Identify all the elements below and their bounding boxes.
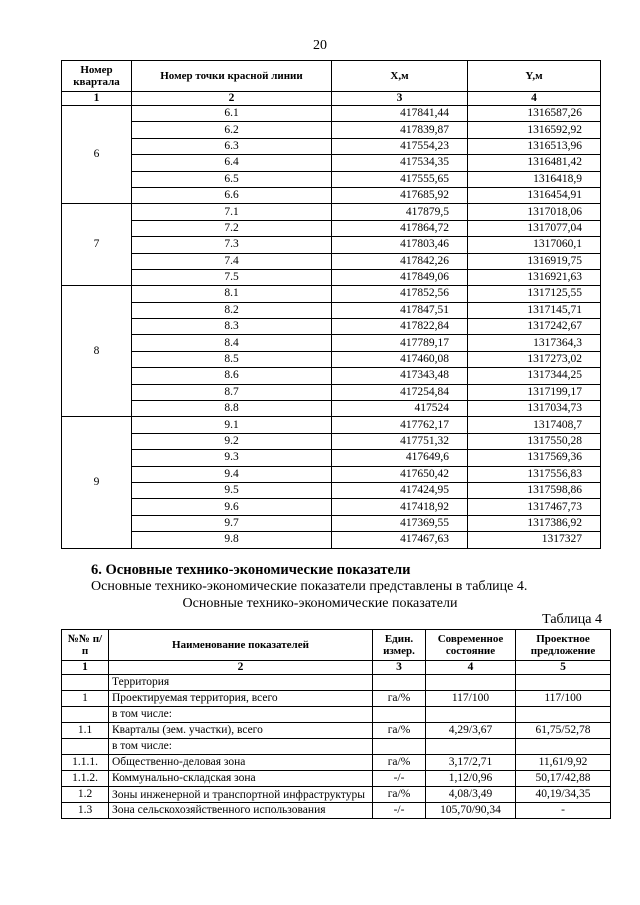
y-cell: 1317034,73: [468, 401, 601, 417]
point-cell: 7.4: [132, 253, 332, 269]
y-cell: 1316919,75: [468, 253, 601, 269]
current-cell: 4,29/3,67: [426, 723, 516, 739]
section-heading: 6. Основные технико-экономические показатели: [91, 562, 411, 578]
table-row: [62, 691, 611, 707]
table-row: [62, 803, 611, 819]
point-cell: 9.3: [132, 450, 332, 466]
quarter-cell: 7: [62, 204, 132, 286]
point-cell: 8.2: [132, 302, 332, 318]
table-row: [62, 302, 601, 318]
unit-cell: -/-: [373, 803, 426, 819]
name-cell: Кварталы (зем. участки), всего: [109, 723, 373, 739]
x-cell: 417460,08: [332, 351, 468, 367]
indicators-table: [61, 629, 611, 819]
point-cell: 6.5: [132, 171, 332, 187]
index-row: [62, 92, 601, 106]
quarter-cell: 9: [62, 417, 132, 548]
index-cell: 4: [468, 92, 601, 106]
unit-cell: га/%: [373, 723, 426, 739]
table-row: [62, 253, 601, 269]
project-cell: [516, 707, 611, 723]
current-cell: 4,08/3,49: [426, 787, 516, 803]
num-cell: [62, 707, 109, 723]
x-cell: 417524: [332, 401, 468, 417]
point-cell: 6.3: [132, 138, 332, 154]
point-cell: 6.2: [132, 122, 332, 138]
y-cell: 1317199,17: [468, 384, 601, 400]
table-row: [62, 286, 601, 302]
x-cell: 417254,84: [332, 384, 468, 400]
name-cell: Территория: [109, 675, 373, 691]
table-row: [62, 755, 611, 771]
table-row: [62, 351, 601, 367]
project-cell: 61,75/52,78: [516, 723, 611, 739]
point-cell: 6.4: [132, 155, 332, 171]
point-cell: 8.6: [132, 368, 332, 384]
table-row: [62, 707, 611, 723]
y-cell: 1317077,04: [468, 220, 601, 236]
x-cell: 417369,55: [332, 515, 468, 531]
y-cell: 1317125,55: [468, 286, 601, 302]
x-cell: 417849,06: [332, 269, 468, 285]
table-row: [62, 155, 601, 171]
y-cell: 1317550,28: [468, 433, 601, 449]
quarter-cell: 6: [62, 106, 132, 204]
index-cell: 2: [109, 661, 373, 675]
current-cell: 117/100: [426, 691, 516, 707]
unit-cell: га/%: [373, 691, 426, 707]
point-cell: 6.6: [132, 187, 332, 203]
table-row: [62, 739, 611, 755]
x-cell: 417842,26: [332, 253, 468, 269]
table-row: [62, 532, 601, 548]
red-line-coordinates-table: [61, 60, 601, 549]
num-cell: [62, 675, 109, 691]
index-cell: 1: [62, 661, 109, 675]
x-cell: 417852,56: [332, 286, 468, 302]
table-row: [62, 335, 601, 351]
point-cell: 8.3: [132, 319, 332, 335]
x-cell: 417418,92: [332, 499, 468, 515]
point-cell: 9.5: [132, 482, 332, 498]
unit-cell: га/%: [373, 755, 426, 771]
table-row: [62, 204, 601, 220]
name-cell: Проектируемая территория, всего: [109, 691, 373, 707]
num-cell: 1.1.2.: [62, 771, 109, 787]
x-cell: 417751,32: [332, 433, 468, 449]
header-name: Наименование показателей: [109, 630, 373, 661]
table-row: [62, 237, 601, 253]
x-cell: 417554,23: [332, 138, 468, 154]
table-row: [62, 466, 601, 482]
unit-cell: га/%: [373, 787, 426, 803]
num-cell: [62, 739, 109, 755]
y-cell: 1317273,02: [468, 351, 601, 367]
table-row: [62, 450, 601, 466]
current-cell: [426, 707, 516, 723]
index-cell: 2: [132, 92, 332, 106]
point-cell: 9.7: [132, 515, 332, 531]
project-cell: 40,19/34,35: [516, 787, 611, 803]
name-cell: в том числе:: [109, 739, 373, 755]
name-cell: Общественно-деловая зона: [109, 755, 373, 771]
point-cell: 7.1: [132, 204, 332, 220]
current-cell: 1,12/0,96: [426, 771, 516, 787]
y-cell: 1317242,67: [468, 319, 601, 335]
index-cell: 5: [516, 661, 611, 675]
project-cell: [516, 675, 611, 691]
table-row: [62, 787, 611, 803]
project-cell: 11,61/9,92: [516, 755, 611, 771]
y-cell: 1317060,1: [468, 237, 601, 253]
table-row: [62, 515, 601, 531]
table-title: Основные технико-экономические показатели: [182, 596, 458, 611]
unit-cell: [373, 707, 426, 723]
table-row: [62, 723, 611, 739]
point-cell: 6.1: [132, 106, 332, 122]
point-cell: 9.4: [132, 466, 332, 482]
table-row: [62, 220, 601, 236]
section-text: Основные технико-экономические показатели представлены в таблице 4.: [91, 579, 528, 594]
x-cell: 417822,84: [332, 319, 468, 335]
table-row: [62, 122, 601, 138]
project-cell: 50,17/42,88: [516, 771, 611, 787]
num-cell: 1.2: [62, 787, 109, 803]
x-cell: 417424,95: [332, 482, 468, 498]
table-number: Таблица 4: [542, 612, 602, 627]
quarter-cell: 8: [62, 286, 132, 417]
y-cell: 1316481,42: [468, 155, 601, 171]
project-cell: 117/100: [516, 691, 611, 707]
table-row: [62, 499, 601, 515]
unit-cell: [373, 675, 426, 691]
y-cell: 1317018,06: [468, 204, 601, 220]
x-cell: 417649,6: [332, 450, 468, 466]
current-cell: 3,17/2,71: [426, 755, 516, 771]
header-project: Проектное предложение: [516, 630, 611, 661]
name-cell: Коммунально-складская зона: [109, 771, 373, 787]
y-cell: 1316513,96: [468, 138, 601, 154]
num-cell: 1.1.1.: [62, 755, 109, 771]
table-row: [62, 269, 601, 285]
current-cell: [426, 739, 516, 755]
unit-cell: [373, 739, 426, 755]
point-cell: 8.7: [132, 384, 332, 400]
current-cell: [426, 675, 516, 691]
name-cell: Зоны инженерной и транспортной инфраструктуры: [109, 787, 373, 803]
x-cell: 417685,92: [332, 187, 468, 203]
table-row: [62, 482, 601, 498]
y-cell: 1316418,9: [468, 171, 601, 187]
name-cell: в том числе:: [109, 707, 373, 723]
table-row: [62, 106, 601, 122]
unit-cell: -/-: [373, 771, 426, 787]
y-cell: 1317556,83: [468, 466, 601, 482]
header-point: Номер точки красной линии: [132, 61, 332, 92]
x-cell: 417803,46: [332, 237, 468, 253]
x-cell: 417467,63: [332, 532, 468, 548]
header-num: №№ п/п: [62, 630, 109, 661]
table-row: [62, 384, 601, 400]
index-cell: 3: [332, 92, 468, 106]
table-row: [62, 417, 601, 433]
header-y: Y,м: [468, 61, 601, 92]
table-row: [62, 675, 611, 691]
y-cell: 1317145,71: [468, 302, 601, 318]
y-cell: 1316592,92: [468, 122, 601, 138]
header-x: X,м: [332, 61, 468, 92]
x-cell: 417841,44: [332, 106, 468, 122]
x-cell: 417650,42: [332, 466, 468, 482]
x-cell: 417789,17: [332, 335, 468, 351]
table-row: [62, 401, 601, 417]
current-cell: 105,70/90,34: [426, 803, 516, 819]
y-cell: 1317598,86: [468, 482, 601, 498]
index-row: [62, 661, 611, 675]
y-cell: 1317364,3: [468, 335, 601, 351]
page-number: 20: [313, 38, 327, 53]
index-cell: 4: [426, 661, 516, 675]
y-cell: 1317467,73: [468, 499, 601, 515]
point-cell: 9.1: [132, 417, 332, 433]
x-cell: 417762,17: [332, 417, 468, 433]
x-cell: 417839,87: [332, 122, 468, 138]
point-cell: 8.4: [132, 335, 332, 351]
project-cell: -: [516, 803, 611, 819]
header-quarter: Номер квартала: [62, 61, 132, 92]
point-cell: 8.1: [132, 286, 332, 302]
x-cell: 417555,65: [332, 171, 468, 187]
point-cell: 7.2: [132, 220, 332, 236]
point-cell: 9.8: [132, 532, 332, 548]
y-cell: 1316587,26: [468, 106, 601, 122]
point-cell: 8.8: [132, 401, 332, 417]
table-row: [62, 171, 601, 187]
point-cell: 9.6: [132, 499, 332, 515]
x-cell: 417847,51: [332, 302, 468, 318]
point-cell: 9.2: [132, 433, 332, 449]
y-cell: 1317386,92: [468, 515, 601, 531]
index-cell: 3: [373, 661, 426, 675]
y-cell: 1317408,7: [468, 417, 601, 433]
table-row: [62, 138, 601, 154]
num-cell: 1.1: [62, 723, 109, 739]
table-row: [62, 433, 601, 449]
name-cell: Зона сельскохозяйственного использования: [109, 803, 373, 819]
header-current: Современное состояние: [426, 630, 516, 661]
y-cell: 1317327: [468, 532, 601, 548]
table-row: [62, 368, 601, 384]
y-cell: 1316921,63: [468, 269, 601, 285]
index-cell: 1: [62, 92, 132, 106]
table-row: [62, 319, 601, 335]
project-cell: [516, 739, 611, 755]
x-cell: 417864,72: [332, 220, 468, 236]
x-cell: 417879,5: [332, 204, 468, 220]
x-cell: 417534,35: [332, 155, 468, 171]
table-row: [62, 187, 601, 203]
num-cell: 1.3: [62, 803, 109, 819]
header-unit: Един. измер.: [373, 630, 426, 661]
y-cell: 1316454,91: [468, 187, 601, 203]
point-cell: 7.5: [132, 269, 332, 285]
num-cell: 1: [62, 691, 109, 707]
point-cell: 7.3: [132, 237, 332, 253]
y-cell: 1317569,36: [468, 450, 601, 466]
y-cell: 1317344,25: [468, 368, 601, 384]
x-cell: 417343,48: [332, 368, 468, 384]
point-cell: 8.5: [132, 351, 332, 367]
table-row: [62, 771, 611, 787]
